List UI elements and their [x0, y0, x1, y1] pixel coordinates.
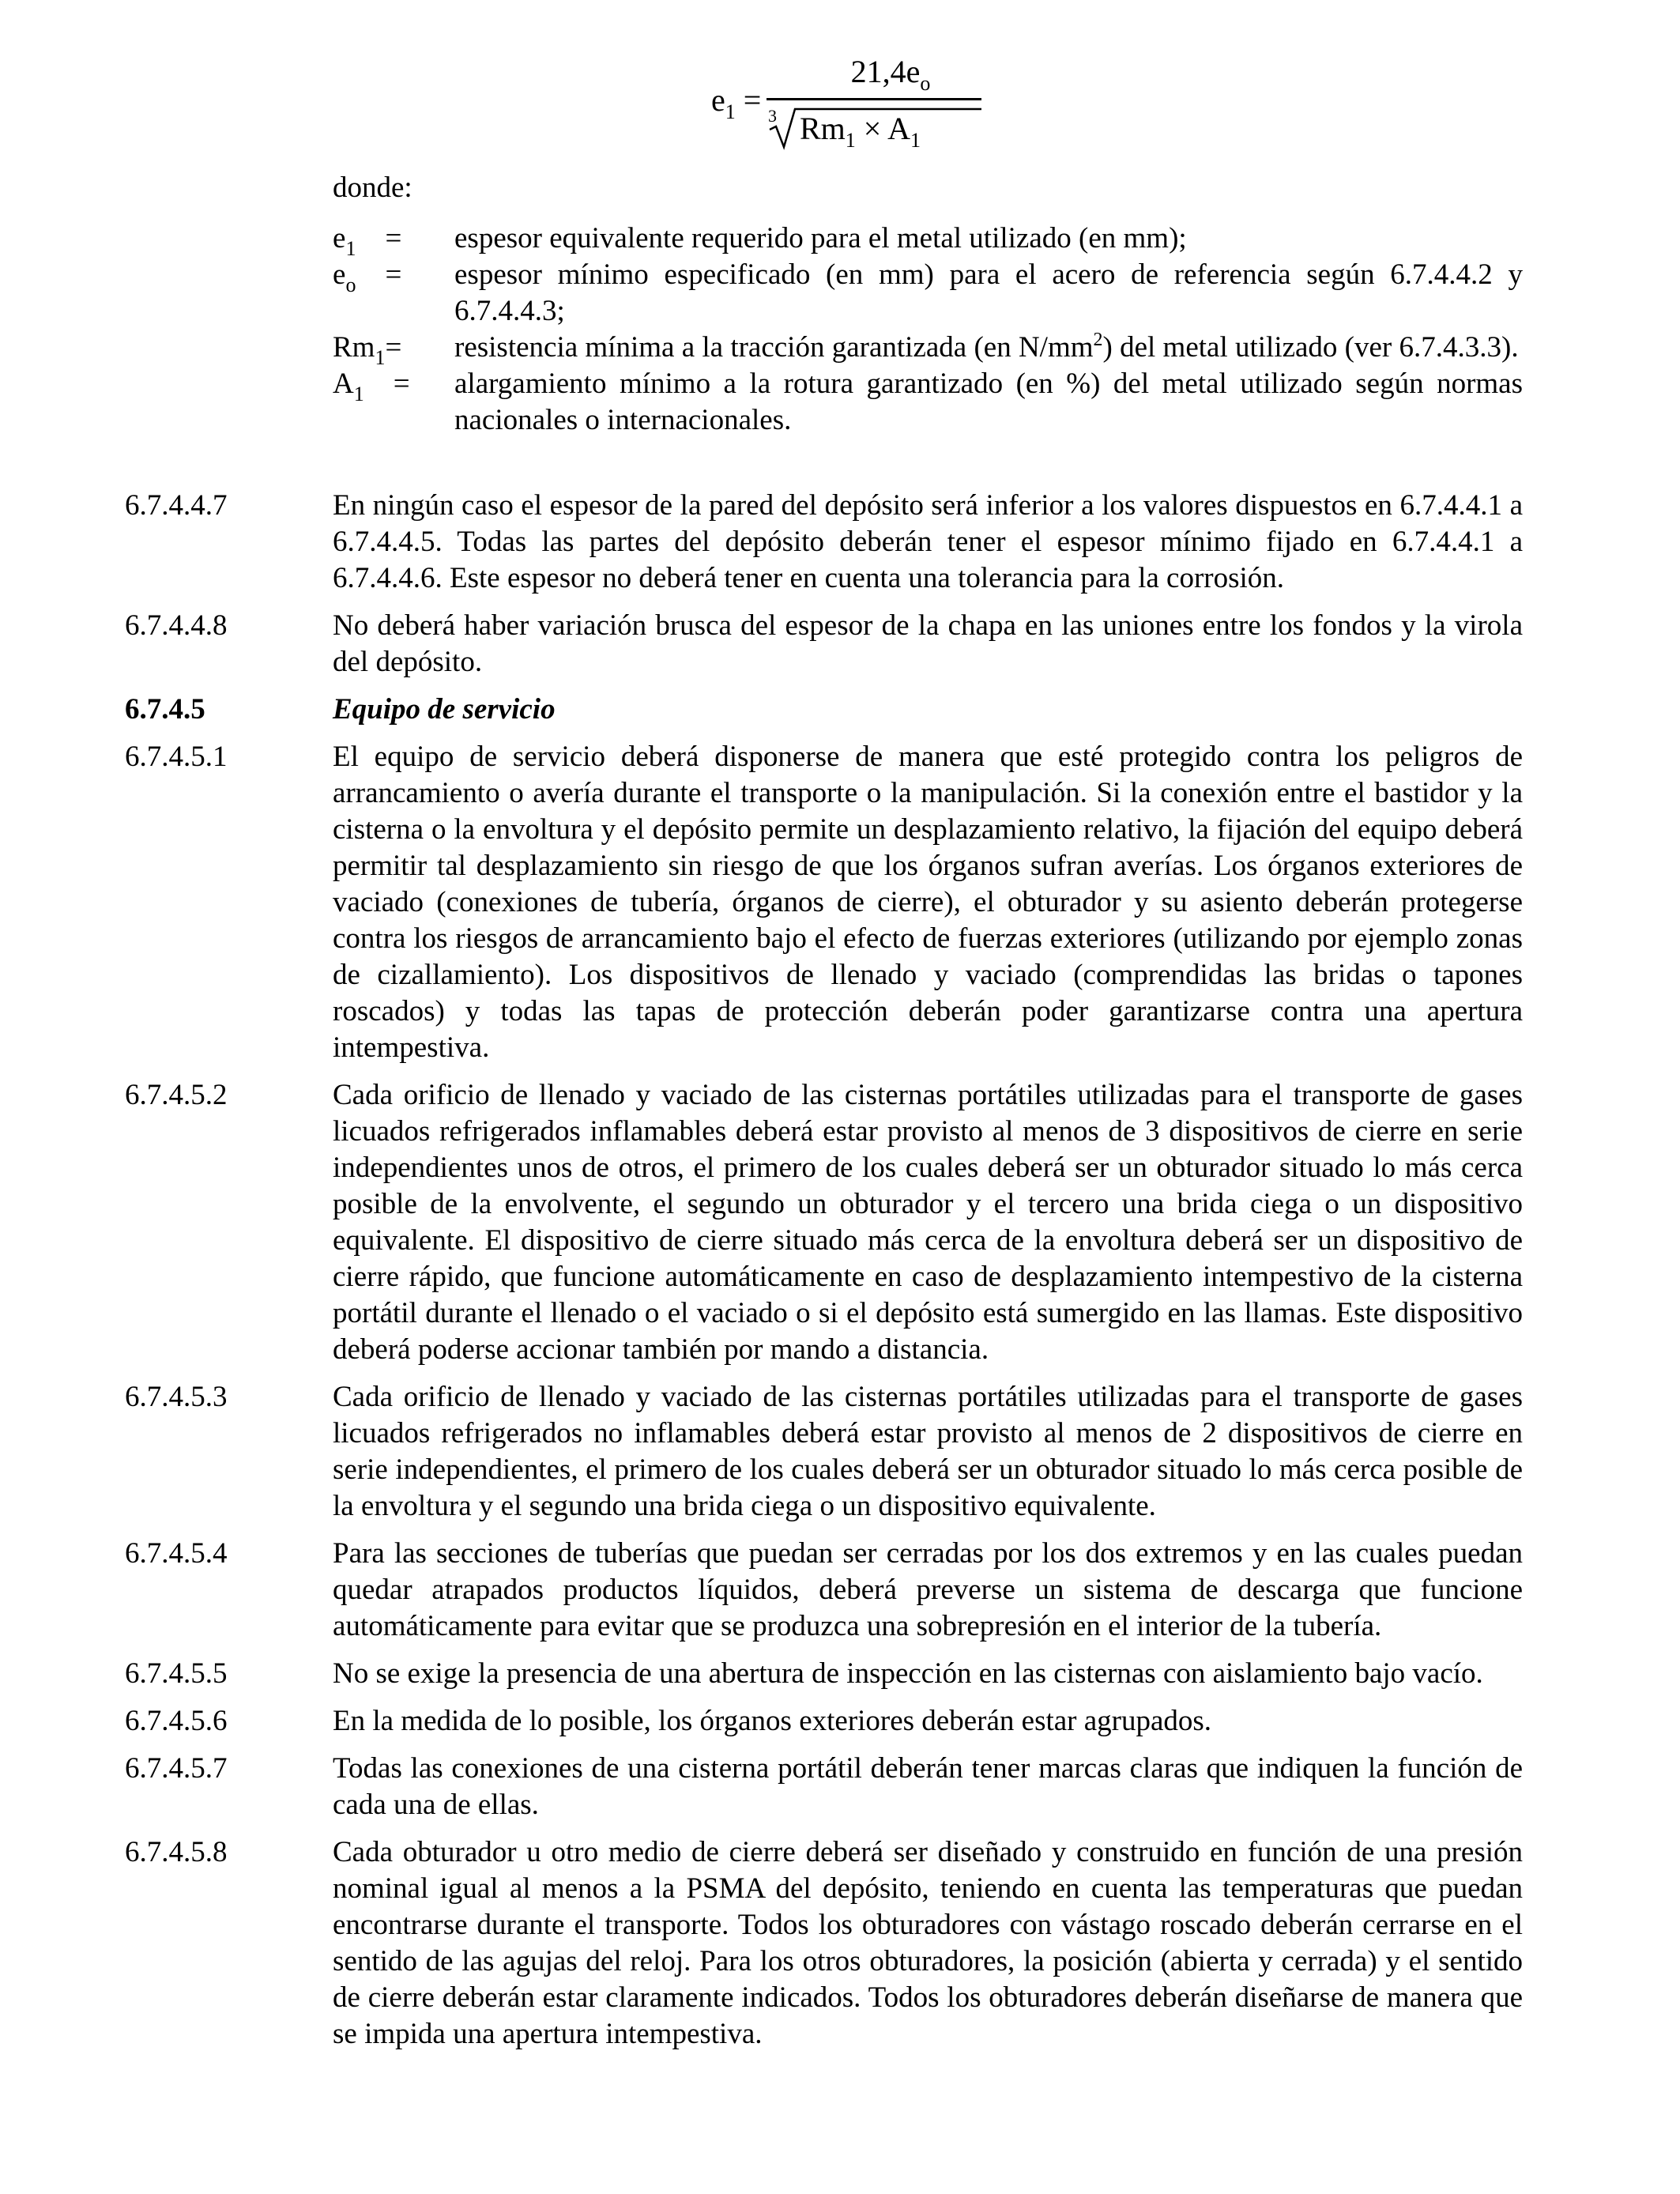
fraction-bar	[767, 98, 981, 100]
definition-symbol: $e_o$ =	[333, 258, 402, 296]
section-text: No deberá haber variación brusca del espesor de la chapa en las uniones entre los fondos y la virola del depósito.	[333, 609, 1523, 678]
definition-text: espesor equivalente requerido para el metal utilizado (en mm);	[454, 222, 1187, 254]
formula-denominator: 3 $Rm_1 \times A_1$	[767, 106, 981, 150]
section-6-7-4-5-6	[125, 1703, 1523, 1740]
section-text: Para las secciones de tuberías que puedan ser cerradas por los dos extremos y en las cuales puedan quedar atrapados productos líquidos, deberá preverse un sistema de descarga que funcione automáticamente para evitar que se produzca una sobrepresión en el interior de la tubería.	[333, 1537, 1523, 1642]
section-6-7-4-5-1	[125, 739, 1523, 1066]
thickness-formula	[711, 49, 996, 152]
section-number: 6.7.4.5.1	[125, 741, 228, 773]
section-number: 6.7.4.5	[125, 693, 205, 726]
section-text: Cada obturador u otro medio de cierre deberá ser diseñado y construido en función de una presión nominal igual al menos a la PSMA del depósito, teniendo en cuenta las temperaturas que puedan encontrarse durante el transporte. Todos los obturadores con vástago roscado deberán cerrarse en el sentido de las agujas del reloj. Para los otros obturadores, la posición (abierta y cerrada) y el sentido de cierre deberán estar claramente indicados. Todos los obturadores deberán diseñarse de manera que se impida una apertura intempestiva.	[333, 1836, 1523, 2050]
section-text: En ningún caso el espesor de la pared del depósito será inferior a los valores dispuestos en 6.7.4.4.1 a 6.7.4.4.5. Todas las partes del depósito deberán tener el espesor mínimo fijado en 6.7.4.4.1 a 6.7.4.4.6. Este espesor no deberá tener en cuenta una tolerancia para la corrosión.	[333, 489, 1523, 594]
section-number: 6.7.4.5.6	[125, 1705, 228, 1737]
definition-symbol: $e_1$ =	[333, 222, 402, 260]
definition-rm1	[333, 330, 1523, 369]
section-6-7-4-5-7	[125, 1751, 1523, 1823]
definition-symbol: $Rm_1=$	[333, 331, 402, 369]
section-text: Cada orificio de llenado y vaciado de las cisternas portátiles utilizadas para el transporte de gases licuados refrigerados no inflamables deberá estar provisto al menos de 2 dispositivos de cierre en serie independientes, el primero de los cuales deberá ser un obturador situado lo más cerca posible de la envoltura y el segundo una brida ciega o un dispositivo equivalente.	[333, 1381, 1523, 1522]
section-number: 6.7.4.4.7	[125, 489, 228, 522]
definition-text: espesor mínimo especificado (en mm) para el acero de referencia según 6.7.4.4.2 y 6.7.4.4.3;	[454, 258, 1523, 327]
section-number: 6.7.4.5.2	[125, 1079, 228, 1111]
sections-list	[125, 488, 1523, 2064]
section-6-7-4-4-8	[125, 608, 1523, 680]
section-text: Cada orificio de llenado y vaciado de las cisternas portátiles utilizadas para el transporte de gases licuados refrigerados inflamables deberá estar provisto al menos de 3 dispositivos de cierre en serie independientes unos de otros, el primero de los cuales deberá ser un obturador situado lo más cerca posible de la envolvente, el segundo un obturador y el tercero una brida ciega o un dispositivo equivalente. El dispositivo de cierre situado más cerca de la envoltura deberá ser un dispositivo de cierre rápido, que funcione automáticamente en caso de desplazamiento intempestivo de la cisterna portátil durante el llenado o el vaciado o si el depósito está sumergido en las llamas. Este dispositivo deberá poderse accionar también por mando a distancia.	[333, 1079, 1523, 1366]
section-number: 6.7.4.5.3	[125, 1381, 228, 1413]
section-text: En la medida de lo posible, los órganos exteriores deberán estar agrupados.	[333, 1705, 1212, 1737]
section-text: Todas las conexiones de una cisterna portátil deberán tener marcas claras que indiquen la función de cada una de ellas.	[333, 1752, 1523, 1821]
section-6-7-4-5-8	[125, 1834, 1523, 2053]
definition-a1	[333, 366, 1523, 439]
svg-text:3: 3	[768, 106, 777, 126]
section-title: Equipo de servicio	[333, 693, 556, 726]
section-text: El equipo de servicio deberá disponerse de manera que esté protegido contra los peligros de arrancamiento o avería durante el transporte o la manipulación. Si la conexión entre el bastidor y la cisterna o la envoltura y el depósito permite un desplazamiento relativo, la fijación del equipo deberá permitir tal desplazamiento sin riesgo de que los órganos sufran averías. Los órganos exteriores de vaciado (conexiones de tubería, órganos de cierre), el obturador y su asiento deberán protegerse contra los riesgos de arrancamiento bajo el efecto de fuerzas exteriores (utilizando por ejemplo zonas de cizallamiento). Los dispositivos de llenado y vaciado (comprendidas las bridas o tapones roscados) y todas las tapas de protección deberán poder garantizarse contra una apertura intempestiva.	[333, 741, 1523, 1064]
definition-text: resistencia mínima a la tracción garantizada (en $N/mm^2$) del metal utilizado (ver 6.7.4.3.3).	[454, 330, 1519, 364]
formula-numerator: $21,4e_o$	[850, 54, 931, 95]
definition-e1	[333, 221, 1523, 260]
donde-label: donde:	[333, 172, 412, 204]
section-text: No se exige la presencia de una abertura de inspección en las cisternas con aislamiento bajo vacío.	[333, 1657, 1483, 1690]
section-6-7-4-5-5	[125, 1656, 1523, 1692]
definition-eo	[333, 257, 1523, 330]
formula-lhs: $e_1$ =	[711, 82, 762, 123]
section-number: 6.7.4.5.5	[125, 1657, 228, 1690]
section-6-7-4-4-7	[125, 488, 1523, 597]
section-6-7-4-5-4	[125, 1536, 1523, 1645]
section-number: 6.7.4.5.4	[125, 1537, 228, 1570]
definitions-list	[333, 221, 1523, 439]
section-number: 6.7.4.5.7	[125, 1752, 228, 1785]
section-number: 6.7.4.4.8	[125, 609, 228, 642]
section-6-7-4-5-2	[125, 1077, 1523, 1368]
section-heading-6-7-4-5	[125, 692, 1523, 728]
definition-symbol: $A_1$ =	[333, 368, 410, 405]
definition-text: alargamiento mínimo a la rotura garantizado (en %) del metal utilizado según normas nacionales o internacionales.	[454, 368, 1523, 436]
section-number: 6.7.4.5.8	[125, 1836, 228, 1868]
section-6-7-4-5-3	[125, 1379, 1523, 1525]
